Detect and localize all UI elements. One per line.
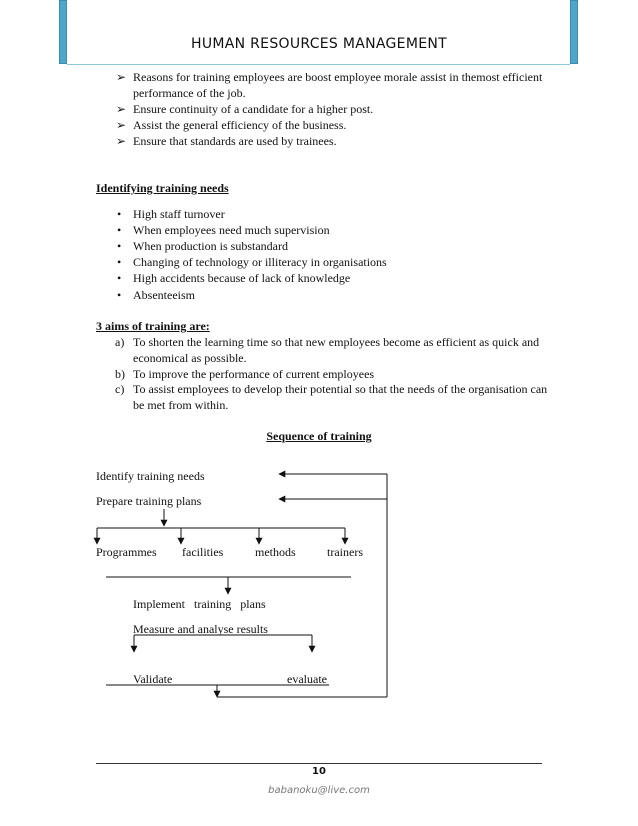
flow-prepare-plans: Prepare training plans: [96, 494, 202, 508]
flow-implement-plans: Implement training plans: [133, 597, 266, 611]
flow-facilities: facilities: [182, 545, 224, 559]
reason-item: Assist the general efficiency of the business.: [133, 118, 347, 132]
flow-trainers: trainers: [327, 545, 363, 559]
flow-identify-needs: Identify training needs: [96, 469, 205, 483]
need-item: When production is substandard: [133, 239, 288, 253]
sequence-heading: Sequence of training: [266, 429, 372, 443]
flow-programmes: Programmes: [96, 545, 157, 559]
bullet-icon: •: [117, 239, 122, 253]
flow-evaluate: evaluate: [287, 672, 327, 686]
arrow-bullet-icon: ➢: [116, 134, 127, 148]
aim-item-continued: be met from within.: [133, 398, 229, 412]
reason-item: performance of the job.: [133, 86, 246, 100]
page-number: 10: [312, 766, 326, 777]
flow-measure-results: Measure and analyse results: [133, 622, 268, 636]
aims-heading: 3 aims of training are:: [96, 319, 210, 333]
bullet-icon: •: [117, 223, 122, 237]
aim-label: b): [115, 367, 125, 381]
bullet-icon: •: [117, 255, 122, 269]
arrow-bullet-icon: ➢: [116, 102, 127, 116]
reason-item: Ensure that standards are used by trainees.: [133, 134, 337, 148]
need-item: When employees need much supervision: [133, 223, 330, 237]
need-item: High accidents because of lack of knowledge: [133, 271, 351, 285]
aim-label: c): [115, 382, 125, 396]
bullet-icon: •: [117, 288, 122, 302]
page-header-title: HUMAN RESOURCES MANAGEMENT: [191, 36, 447, 52]
aim-label: a): [115, 335, 125, 349]
aim-item-continued: economical as possible.: [133, 351, 247, 365]
need-item: Changing of technology or illiteracy in organisations: [133, 255, 387, 269]
needs-heading: Identifying training needs: [96, 181, 229, 195]
arrow-bullet-icon: ➢: [116, 118, 127, 132]
flow-validate: Validate: [133, 672, 173, 686]
flow-methods: methods: [255, 545, 296, 559]
aim-item: To assist employees to develop their potential so that the needs of the organisation can: [133, 382, 548, 396]
reason-item: Ensure continuity of a candidate for a higher post.: [133, 102, 374, 116]
need-item: Absenteeism: [133, 288, 195, 302]
arrow-bullet-icon: ➢: [116, 70, 127, 84]
aim-item: To improve the performance of current employees: [133, 367, 375, 381]
bullet-icon: •: [117, 271, 122, 285]
footer-divider: [96, 763, 542, 764]
footer-email: babanoku@live.com: [268, 785, 370, 796]
reason-item: Reasons for training employees are boost employee morale assist in themost efficient: [133, 70, 543, 84]
bullet-icon: •: [117, 207, 122, 221]
aim-item: To shorten the learning time so that new employees become as efficient as quick and: [133, 335, 540, 349]
need-item: High staff turnover: [133, 207, 225, 221]
